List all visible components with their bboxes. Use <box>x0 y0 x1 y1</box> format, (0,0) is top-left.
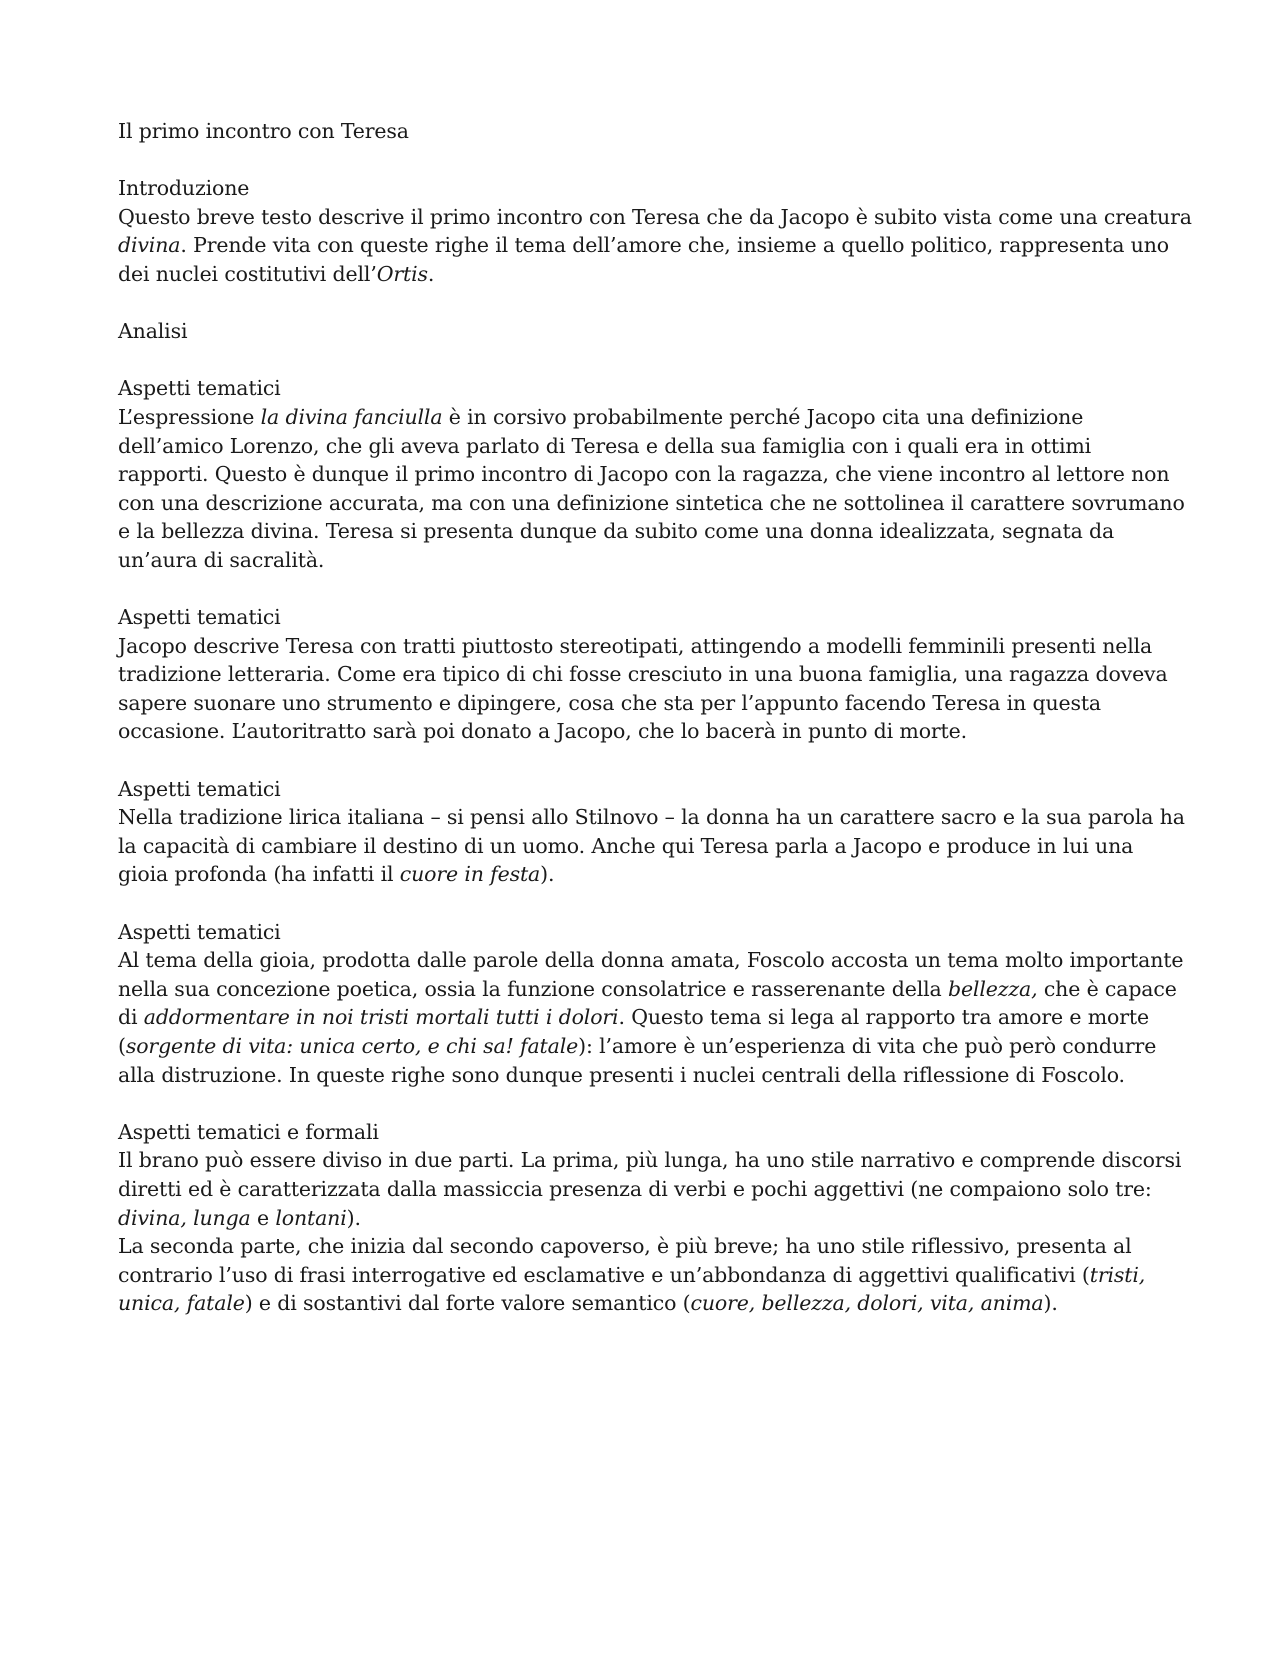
spacer <box>118 346 1168 375</box>
italic-text: cuore in festa <box>399 862 541 887</box>
paragraph-line: un’aura di sacralità. <box>118 547 325 572</box>
paragraph-line: Jacopo descrive Teresa con tratti piuttosto stereotipati, attingendo a modelli femminili presenti nella <box>118 633 1153 658</box>
paragraph-line <box>118 1261 1168 1290</box>
italic-text: bellezza, <box>947 976 1038 1001</box>
paragraph-line: La seconda parte, che inizia dal secondo capoverso, è più breve; ha uno stile riflessivo, presenta al <box>118 1234 1132 1259</box>
section-heading: Aspetti tematici <box>118 376 281 401</box>
italic-text: tristi, <box>1089 1262 1146 1287</box>
spacer <box>118 289 1168 318</box>
paragraph-line: occasione. L’autoritratto sarà poi donato a Jacopo, che lo bacerà in punto di morte. <box>118 719 967 744</box>
text-run: L’espressione <box>118 404 261 429</box>
section-heading: Aspetti tematici e formali <box>118 1119 379 1144</box>
document-title: Il primo incontro con Teresa <box>118 119 409 143</box>
spacer <box>118 146 1168 175</box>
spacer <box>118 746 1168 775</box>
paragraph-line: dell’amico Lorenzo, che gli aveva parlato di Teresa e della sua famiglia con i quali era in ottimi <box>118 433 1092 458</box>
paragraph-line: Il brano può essere diviso in due parti. La prima, più lunga, ha uno stile narrativo e comprende discorsi <box>118 1148 1182 1173</box>
paragraph-line: diretti ed è caratterizzata dalla massiccia presenza di verbi e pochi aggettivi (ne compaiono solo tre: <box>118 1176 1152 1201</box>
section-aspetti-tematici-2 <box>118 603 1168 746</box>
text-run: ). <box>1043 1291 1058 1316</box>
text-run: . Prende vita con queste righe il tema dell’amore che, insieme a quello politico, rappresenta uno <box>180 233 1169 258</box>
text-run: ): l’amore è un’esperienza di vita che può però condurre <box>578 1034 1157 1058</box>
paragraph-line: con una descrizione accurata, ma con una definizione sintetica che ne sottolinea il carattere sovrumano <box>118 490 1185 515</box>
section-aspetti-tematici-formali <box>118 1118 1182 1318</box>
paragraph-line <box>118 860 1168 889</box>
section-introduzione <box>118 174 1192 288</box>
text-run: di <box>118 1005 144 1030</box>
italic-text: cuore, bellezza, dolori, vita, anima <box>690 1291 1044 1316</box>
text-run: . Questo tema si lega al rapporto tra amore e morte <box>618 1005 1149 1030</box>
italic-text: la divina fanciulla <box>260 404 443 429</box>
text-run: . <box>427 261 435 286</box>
spacer <box>118 1089 1168 1118</box>
paragraph-line: la capacità di cambiare il destino di un uomo. Anche qui Teresa parla a Jacopo e produce in lui una <box>118 833 1134 858</box>
section-aspetti-tematici-4 <box>118 918 1184 1090</box>
paragraph-line <box>118 1289 1168 1318</box>
text-run: gioia profonda (ha infatti il <box>118 862 400 887</box>
paragraph-line: Questo breve testo descrive il primo incontro con Teresa che da Jacopo è subito vista come una creatura <box>118 204 1192 229</box>
text-run: e <box>250 1205 276 1230</box>
paragraph-line <box>118 403 1168 432</box>
text-run: ( <box>118 1034 126 1058</box>
section-heading: Aspetti tematici <box>118 605 281 630</box>
paragraph-line: rapporti. Questo è dunque il primo incontro di Jacopo con la ragazza, che viene incontro al lettore non <box>118 462 1170 487</box>
text-run: che è capace <box>1037 976 1177 1001</box>
text-run: è in corsivo probabilmente perché Jacopo cita una definizione <box>442 404 1084 429</box>
section-heading: Aspetti tematici <box>118 919 281 944</box>
section-heading: Aspetti tematici <box>118 776 281 801</box>
italic-text: Ortis <box>376 261 428 286</box>
text-run: nella sua concezione poetica, ossia la funzione consolatrice e rasserenante della <box>118 976 948 1001</box>
spacer <box>118 889 1168 918</box>
italic-text: divina <box>118 233 181 258</box>
paragraph-line: tradizione letteraria. Come era tipico di chi fosse cresciuto in una buona famiglia, una ragazza doveva <box>118 662 1168 687</box>
paragraph-line: sapere suonare uno strumento e dipingere, cosa che sta per l’appunto facendo Teresa in questa <box>118 690 1102 715</box>
paragraph-line <box>118 975 1177 1004</box>
text-run: ). <box>346 1205 361 1230</box>
italic-text: sorgente di vita: unica certo, e chi sa! fatale <box>125 1034 579 1058</box>
paragraph-line <box>118 1204 1168 1233</box>
italic-text: unica, fatale <box>118 1291 245 1316</box>
section-heading: Introduzione <box>118 176 250 201</box>
paragraph-line <box>118 1003 1168 1032</box>
section-aspetti-tematici-1 <box>118 374 1185 574</box>
italic-text: lontani <box>275 1205 347 1230</box>
document-page <box>118 117 1192 1318</box>
italic-text: divina, lunga <box>118 1205 251 1230</box>
italic-text: addormentare in noi tristi mortali tutti i dolori <box>143 1005 619 1030</box>
spacer <box>118 575 1168 604</box>
paragraph-line: e la bellezza divina. Teresa si presenta dunque da subito come una donna idealizzata, segnata da <box>118 519 1115 544</box>
paragraph-line: Nella tradizione lirica italiana – si pensi allo Stilnovo – la donna ha un carattere sacro e la sua parola ha <box>118 805 1185 830</box>
paragraph-line: Al tema della gioia, prodotta dalle parole della donna amata, Foscolo accosta un tema molto importante <box>118 948 1184 973</box>
text-run: ) e di sostantivi dal forte valore semantico ( <box>244 1291 691 1316</box>
text-run: contrario l’uso di frasi interrogative ed esclamative e un’abbondanza di aggettivi qualificativi ( <box>118 1262 1090 1287</box>
text-run: dei nuclei costitutivi dell’ <box>118 261 377 286</box>
paragraph-line: alla distruzione. In queste righe sono dunque presenti i nuclei centrali della riflessione di Foscolo. <box>118 1062 1125 1087</box>
paragraph-line <box>118 1032 1168 1061</box>
text-run: ). <box>540 862 555 887</box>
paragraph-line <box>118 231 1168 260</box>
section-aspetti-tematici-3 <box>118 775 1185 889</box>
analisi-heading: Analisi <box>118 319 188 344</box>
paragraph-line <box>118 260 1168 289</box>
